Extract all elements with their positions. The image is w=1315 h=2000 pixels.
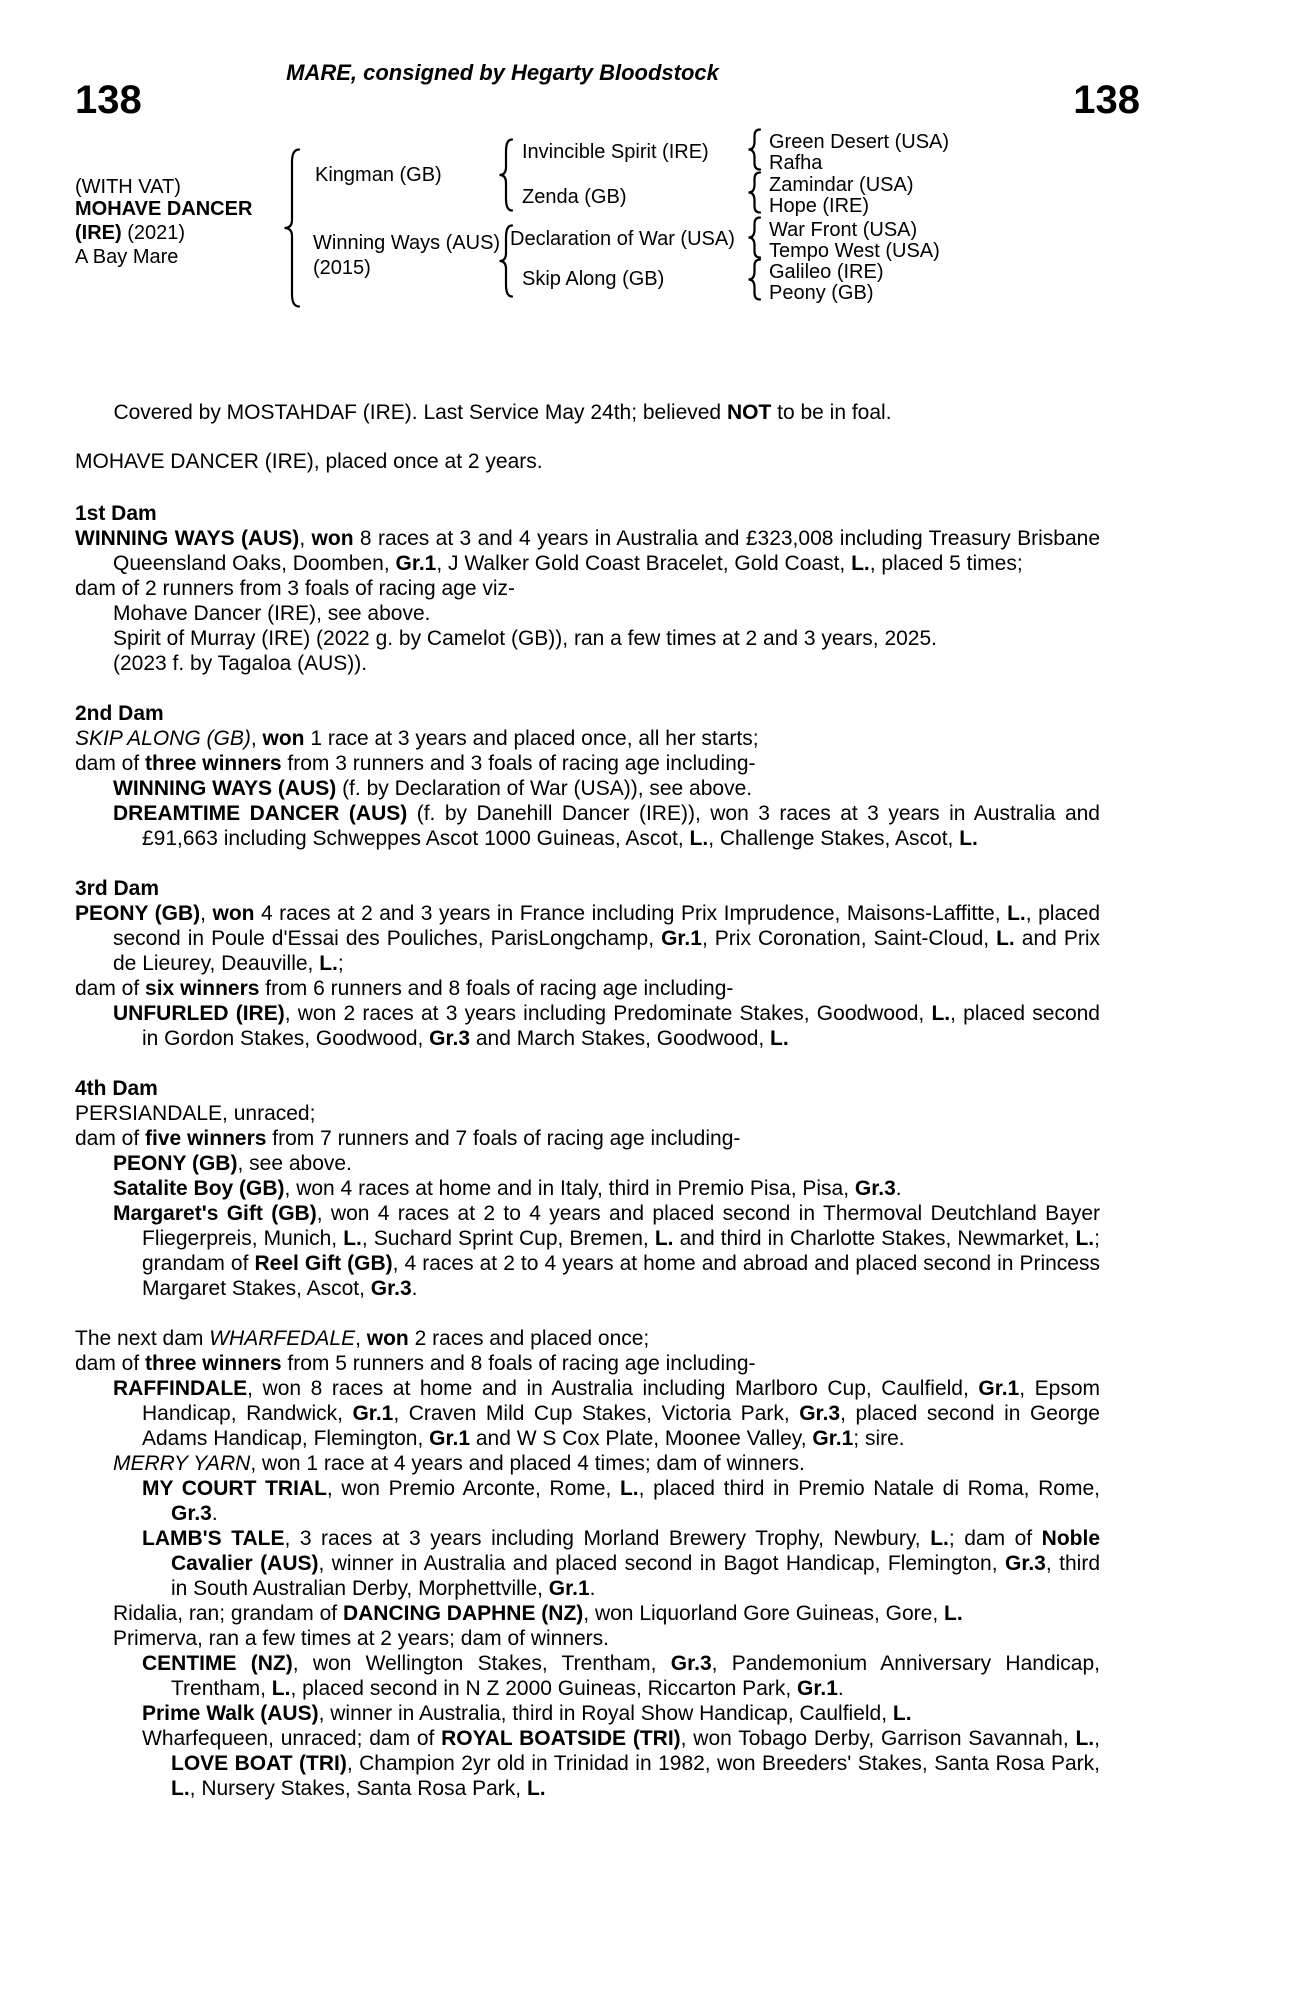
- text-segment: L.: [959, 827, 978, 850]
- text-segment: Mohave Dancer (IRE), see above.: [113, 602, 431, 625]
- text-segment: WINNING WAYS (AUS): [75, 527, 300, 550]
- text-segment: L.: [619, 1477, 639, 1500]
- text-segment: Gr.1: [797, 1677, 838, 1700]
- text-segment: , won 4 races at home and in Italy, third in Premio Pisa, Pisa,: [284, 1177, 855, 1200]
- text-segment: L.: [931, 1002, 951, 1025]
- text-segment: , see above.: [237, 1152, 352, 1175]
- pedigree-dam-dam: Skip Along (GB): [522, 268, 665, 290]
- text-segment: DANCING DAPHNE (NZ): [342, 1602, 584, 1625]
- catalog-paragraph: [113, 1376, 1100, 1451]
- text-segment: Prime Walk (AUS): [142, 1702, 319, 1725]
- text-segment: RAFFINDALE: [113, 1377, 248, 1400]
- pedigree-gg-1: Green Desert (USA): [769, 131, 950, 153]
- text-segment: ,: [299, 527, 312, 550]
- catalog-paragraph: [75, 1101, 1100, 1126]
- text-segment: and March Stakes, Goodwood,: [470, 1027, 771, 1050]
- text-segment: PERSIANDALE, unraced;: [75, 1102, 316, 1125]
- text-segment: dam of: [75, 1127, 146, 1150]
- text-segment: Gr.3: [429, 1027, 471, 1050]
- text-segment: Wharfequeen, unraced; dam of: [142, 1727, 442, 1750]
- pedigree-vat-note: (WITH VAT): [75, 176, 181, 198]
- text-segment: L.: [930, 1527, 949, 1550]
- text-segment: (f. by Declaration of War (USA)), see above.: [336, 777, 753, 800]
- text-segment: Gr.1: [978, 1377, 1020, 1400]
- text-segment: , Challenge Stakes, Ascot,: [708, 827, 960, 850]
- text-segment: .: [837, 1677, 844, 1700]
- text-segment: LOVE BOAT (TRI): [171, 1752, 347, 1775]
- text-segment: Satalite Boy (GB): [113, 1177, 285, 1200]
- text-segment: , Craven Mild Cup Stakes, Victoria Park,: [393, 1402, 800, 1425]
- text-segment: L.: [770, 1027, 789, 1050]
- catalog-paragraph: [113, 1151, 1100, 1176]
- catalog-paragraph: [75, 1326, 1100, 1351]
- dam-heading: 4th Dam: [75, 1077, 158, 1100]
- pedigree-horse-year: (2021): [121, 222, 186, 244]
- covering-statement: [75, 400, 930, 425]
- pedigree-brace-main: [283, 148, 301, 313]
- text-segment: PEONY (GB): [113, 1152, 238, 1175]
- pedigree-dam-sire: Declaration of War (USA): [510, 228, 735, 250]
- text-segment: ROYAL BOATSIDE (TRI): [441, 1727, 681, 1750]
- catalog-paragraph: [142, 1726, 1100, 1801]
- text-segment: , won 2 races at 3 years including Predominate Stakes, Goodwood,: [284, 1002, 932, 1025]
- text-segment: three winners: [145, 1352, 282, 1375]
- text-segment: won: [311, 527, 354, 550]
- catalog-paragraph: [113, 1451, 1100, 1476]
- text-segment: and third in Charlotte Stakes, Newmarket,: [673, 1227, 1076, 1250]
- pedigree-horse-name: MOHAVE DANCER: [75, 198, 253, 220]
- text-segment: MY COURT TRIAL: [142, 1477, 327, 1500]
- pedigree-dam: Winning Ways (AUS): [313, 232, 501, 254]
- catalog-paragraph: [113, 1601, 1100, 1626]
- text-segment: , placed third in Premio Natale di Roma, Rome,: [638, 1477, 1100, 1500]
- text-segment: 8 races at 3 and 4 years in Australia and £323,008 including Treasury Brisbane Queensland Oaks, Doomben,: [113, 527, 1101, 575]
- text-segment: five winners: [145, 1127, 267, 1150]
- text-segment: L.: [319, 952, 338, 975]
- text-segment: Covered by MOSTAHDAF (IRE). Last Service May 24th; believed: [113, 401, 727, 424]
- catalog-paragraph: [75, 901, 1100, 976]
- text-segment: Reel Gift (GB): [254, 1252, 393, 1275]
- dam-section: [75, 501, 1100, 676]
- pedigree-brace-sire: [498, 138, 514, 217]
- catalog-paragraph: [113, 776, 1100, 801]
- text-segment: and Prix de Lieurey, Deauville,: [113, 927, 1101, 975]
- pedigree-brace-gg4: [747, 258, 762, 306]
- catalog-paragraph: [113, 601, 1100, 626]
- text-segment: , placed second in George Adams Handicap, Flemington,: [142, 1402, 1100, 1450]
- text-segment: L.: [271, 1677, 291, 1700]
- dam-section: [75, 876, 1100, 1051]
- pedigree-sire-sire: Invincible Spirit (IRE): [522, 141, 709, 163]
- catalog-paragraph: [75, 576, 1100, 601]
- catalog-paragraph: [142, 1701, 1100, 1726]
- catalog-paragraph: [75, 1126, 1100, 1151]
- text-segment: WHARFEDALE: [209, 1327, 356, 1350]
- pedigree-gg-3: Zamindar (USA): [769, 174, 914, 196]
- text-segment: ,: [355, 1327, 367, 1350]
- text-segment: Ridalia, ran; grandam of: [113, 1602, 343, 1625]
- catalog-paragraph: [113, 651, 1100, 676]
- text-segment: L.: [343, 1227, 362, 1250]
- text-segment: from 7 runners and 7 foals of racing age including-: [266, 1127, 741, 1150]
- text-segment: ,: [250, 727, 263, 750]
- text-segment: won: [262, 727, 305, 750]
- text-segment: LAMB'S TALE: [142, 1527, 285, 1550]
- lot-number-right: 138: [1073, 78, 1140, 122]
- catalog-paragraph: [75, 976, 1100, 1001]
- text-segment: SKIP ALONG (GB): [75, 727, 251, 750]
- dam-heading: 3rd Dam: [75, 877, 160, 900]
- consignor-line: MARE, consigned by Hegarty Bloodstock: [286, 60, 719, 85]
- pedigree-brace-gg2: [747, 171, 762, 219]
- text-segment: NOT: [726, 401, 772, 424]
- pedigree-gg-2: Rafha: [769, 152, 823, 174]
- catalog-paragraph: [113, 1626, 1100, 1651]
- text-segment: , won Liquorland Gore Guineas, Gore,: [583, 1602, 944, 1625]
- text-segment: Gr.1: [352, 1402, 394, 1425]
- dam-section: [75, 1326, 1100, 1801]
- text-segment: , Nursery Stakes, Santa Rosa Park,: [189, 1777, 527, 1800]
- text-segment: Primerva, ran a few times at 2 years; dam of winners.: [113, 1627, 610, 1650]
- text-segment: Gr.3: [854, 1177, 896, 1200]
- text-segment: Spirit of Murray (IRE) (2022 g. by Camelot (GB)), ran a few times at 2 and 3 years, 2025.: [113, 627, 937, 650]
- text-segment: 2 races and placed once;: [408, 1327, 650, 1350]
- text-segment: to be in foal.: [771, 401, 892, 424]
- text-segment: , Pandemonium Anniversary Handicap, Trentham,: [171, 1652, 1100, 1700]
- text-segment: , placed second in Gordon Stakes, Goodwood,: [142, 1002, 1100, 1050]
- text-segment: Gr.3: [370, 1277, 412, 1300]
- pedigree-table: [0, 0, 1315, 320]
- text-segment: , won 4 races at 2 to 4 years and placed second in Thermoval Deutchland Bayer Fliegerpreis, Munich,: [142, 1202, 1100, 1250]
- text-segment: 1 race at 3 years and placed once, all her starts;: [304, 727, 759, 750]
- text-segment: , J Walker Gold Coast Bracelet, Gold Coast,: [436, 552, 852, 575]
- text-segment: , winner in Australia and placed second in Bagot Handicap, Flemington,: [318, 1552, 1005, 1575]
- pedigree-gg-5: War Front (USA): [769, 219, 918, 241]
- catalog-paragraph: [142, 1526, 1100, 1601]
- lot-number-left: 138: [75, 78, 142, 122]
- text-segment: dam of: [75, 752, 146, 775]
- text-segment: , won 8 races at home and in Australia including Marlboro Cup, Caulfield,: [247, 1377, 979, 1400]
- text-segment: dam of: [75, 1352, 146, 1375]
- dam-section: [75, 1076, 1100, 1301]
- catalog-paragraph: [75, 1351, 1100, 1376]
- pedigree-sire-dam: Zenda (GB): [522, 186, 627, 208]
- text-segment: .: [895, 1177, 902, 1200]
- text-segment: , Prix Coronation, Saint-Cloud,: [701, 927, 997, 950]
- dam-heading: 2nd Dam: [75, 702, 164, 725]
- pedigree-brace-gg1: [747, 128, 762, 176]
- text-segment: L.: [1007, 902, 1026, 925]
- pedigree-sire: Kingman (GB): [315, 164, 442, 186]
- dam-heading: 1st Dam: [75, 502, 157, 525]
- text-segment: DREAMTIME DANCER (AUS): [113, 802, 408, 825]
- dam-section: [75, 701, 1100, 851]
- pedigree-dam-year: (2015): [313, 257, 371, 279]
- text-segment: 4 races at 2 and 3 years in France including Prix Imprudence, Maisons-Laffitte,: [254, 902, 1008, 925]
- catalog-paragraph: [142, 1476, 1100, 1526]
- text-segment: ; grandam of: [142, 1227, 1100, 1275]
- text-segment: (2023 f. by Tagaloa (AUS)).: [113, 652, 368, 675]
- text-segment: ; sire.: [853, 1427, 905, 1450]
- text-segment: won: [212, 902, 255, 925]
- text-segment: L.: [689, 827, 709, 850]
- text-segment: , won Wellington Stakes, Trentham,: [292, 1652, 671, 1675]
- text-segment: Gr.1: [548, 1577, 590, 1600]
- text-segment: .: [211, 1502, 218, 1525]
- pedigree-gg-4: Hope (IRE): [769, 195, 870, 217]
- text-segment: The next dam: [75, 1327, 210, 1350]
- text-segment: , 3 races at 3 years including Morland Brewery Trophy, Newbury,: [284, 1527, 931, 1550]
- catalog-paragraph: [75, 526, 1100, 576]
- text-segment: Gr.3: [799, 1402, 841, 1425]
- pedigree-gg-7: Galileo (IRE): [769, 261, 884, 283]
- text-segment: , placed second in Poule d'Essai des Pouliches, ParisLongchamp,: [113, 902, 1100, 950]
- text-segment: , won Premio Arconte, Rome,: [326, 1477, 620, 1500]
- pedigree-horse-description: A Bay Mare: [75, 246, 179, 268]
- text-segment: PEONY (GB): [75, 902, 201, 925]
- text-segment: , placed 5 times;: [869, 552, 1023, 575]
- text-segment: .: [411, 1277, 418, 1300]
- pedigree-gg-6: Tempo West (USA): [769, 240, 940, 262]
- dam-sections: [75, 501, 1100, 1801]
- pedigree-gg-8: Peony (GB): [769, 282, 874, 304]
- text-segment: L.: [1075, 1727, 1095, 1750]
- text-segment: L.: [526, 1777, 546, 1800]
- catalog-paragraph: [113, 801, 1100, 851]
- text-segment: L.: [851, 552, 870, 575]
- text-segment: from 5 runners and 8 foals of racing age including-: [281, 1352, 756, 1375]
- pedigree-horse-suffix: [75, 222, 185, 244]
- pedigree-brace-gg3: [747, 216, 762, 264]
- text-segment: CENTIME (NZ): [142, 1652, 293, 1675]
- text-segment: , 4 races at 2 to 4 years at home and abroad and placed second in Princess Margaret Stakes, Ascot,: [142, 1252, 1100, 1300]
- text-segment: , Suchard Sprint Cup, Bremen,: [361, 1227, 655, 1250]
- text-segment: L.: [654, 1227, 674, 1250]
- catalog-paragraph: [113, 1001, 1100, 1051]
- text-segment: and W S Cox Plate, Moonee Valley,: [470, 1427, 813, 1450]
- catalog-paragraph: [113, 1176, 1100, 1201]
- text-segment: Gr.3: [670, 1652, 712, 1675]
- catalog-paragraph: [75, 751, 1100, 776]
- text-segment: UNFURLED (IRE): [113, 1002, 285, 1025]
- catalog-paragraph: [113, 1201, 1100, 1301]
- text-segment: ; dam of: [948, 1527, 1042, 1550]
- text-segment: Gr.3: [171, 1502, 212, 1525]
- text-segment: , won 1 race at 4 years and placed 4 times; dam of winners.: [250, 1452, 805, 1475]
- pedigree-horse-country: (IRE): [75, 222, 122, 244]
- text-segment: , Champion 2yr old in Trinidad in 1982, won Breeders' Stakes, Santa Rosa Park,: [346, 1752, 1101, 1775]
- text-segment: ,: [1094, 1727, 1100, 1750]
- catalog-body: [75, 400, 1100, 1801]
- text-segment: from 6 runners and 8 foals of racing age including-: [259, 977, 734, 1000]
- text-segment: , winner in Australia, third in Royal Show Handicap, Caulfield,: [318, 1702, 893, 1725]
- text-segment: Gr.3: [1005, 1552, 1046, 1575]
- text-segment: , placed second in N Z 2000 Guineas, Riccarton Park,: [290, 1677, 798, 1700]
- text-segment: MERRY YARN: [113, 1452, 251, 1475]
- text-segment: three winners: [145, 752, 282, 775]
- text-segment: WINNING WAYS (AUS): [113, 777, 337, 800]
- text-segment: .: [589, 1577, 596, 1600]
- text-segment: L.: [171, 1777, 190, 1800]
- catalog-paragraph: [142, 1651, 1100, 1701]
- text-segment: L.: [944, 1602, 963, 1625]
- text-segment: L.: [996, 927, 1015, 950]
- text-segment: six winners: [145, 977, 260, 1000]
- text-segment: ;: [337, 952, 344, 975]
- text-segment: dam of 2 runners from 3 foals of racing age viz-: [75, 577, 516, 600]
- race-record: MOHAVE DANCER (IRE), placed once at 2 years.: [75, 450, 543, 473]
- text-segment: , Epsom Handicap, Randwick,: [142, 1377, 1100, 1425]
- text-segment: L.: [892, 1702, 912, 1725]
- text-segment: , third in South Australian Derby, Morphettville,: [171, 1552, 1100, 1600]
- text-segment: won: [366, 1327, 409, 1350]
- text-segment: dam of: [75, 977, 146, 1000]
- text-segment: Margaret's Gift (GB): [113, 1202, 317, 1225]
- text-segment: , won Tobago Derby, Garrison Savannah,: [680, 1727, 1076, 1750]
- text-segment: ,: [200, 902, 213, 925]
- text-segment: L.: [1075, 1227, 1095, 1250]
- catalog-paragraph: [113, 626, 1100, 651]
- text-segment: from 3 runners and 3 foals of racing age including-: [281, 752, 756, 775]
- catalog-paragraph: [75, 726, 1100, 751]
- text-segment: Noble Cavalier (AUS): [171, 1527, 1101, 1575]
- text-segment: Gr.1: [429, 1427, 471, 1450]
- text-segment: Gr.1: [395, 552, 437, 575]
- text-segment: (f. by Danehill Dancer (IRE)), won 3 races at 3 years in Australia and £91,663 including Schweppes Ascot 1000 Guineas, Ascot,: [142, 802, 1100, 850]
- text-segment: Gr.1: [661, 927, 702, 950]
- text-segment: Gr.1: [812, 1427, 854, 1450]
